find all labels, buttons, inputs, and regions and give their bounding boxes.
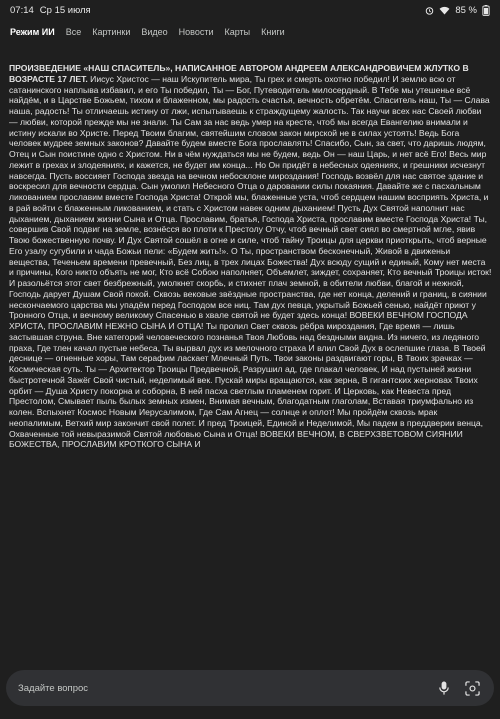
tab-news[interactable]: Новости <box>178 27 214 37</box>
battery-icon <box>482 5 490 16</box>
lens-icon[interactable] <box>462 678 482 698</box>
ai-response-text <box>9 63 492 663</box>
battery-percent: 85 % <box>455 4 477 16</box>
tab-ai-mode[interactable]: Режим ИИ <box>10 27 55 37</box>
search-tabs <box>0 20 500 44</box>
question-input-bar[interactable] <box>6 670 494 706</box>
status-date: Ср 15 июля <box>39 4 91 16</box>
tab-images[interactable]: Картинки <box>92 27 131 37</box>
status-bar <box>0 0 500 20</box>
response-body: Иисус Христос — наш Искупитель мира, Ты грех и смерть охотно победил! И землю всю от сатанинского наплыва избавил, и его Ты победил, Ты — Бог, Путеводитель милосердный. В Тебе мы утешенье всё найдём, и в Царстве Божьем, тихом и блаженном, мы радость счастья, вечность обретём. Спаситель наш, Ты — Слава наша, радость! Ты отличаешь истину от лжи, испытываешь к страждущему жалость. Так научи всех нас Своей любви — любви, которой прежде мы не знали. Ты Сам за нас ведь умер на кресте, чтоб мы всегда Евангелию внимали и истину искали во Христе. Перед Твоим благим, святейшим словом закон мирской не в силах устоять! Ведь Бога человек мудрее земных законов? Давайте будем вместе Бога прославлять! Спасибо, Сын, за свет, что даришь людям, Отец и Сын поистине одно с Христом. Ни в чём нуждаться мы не будем, ведь Он — наш Царь, и нет всё Его! Весь мир лежит в грехах и злодеяниях, и кажется, не будет им конца... Но Он придёт в небесных одеяниях, и грешники исчезнут навсегда. Пусть воссияет Господа звезда на вечном небосклоне мироздания! Господь возвёл для нас святое здание и воскресил для вечности сердца. Сын умолил Небесного Отца о даровании силы покаяния. Давайте же с пасхальным ликованием прославим вместе Господа Христа! Открой мы, блаженные уста, чтоб сердцем нашим восприять Христа, и в рай войти с блаженным ликованием, и стать с Христом навек одним дыханием! Пусть Дух Святой наполнит нас дыханием, дыханием жизни Сына и Отца. Прославим, братья, Господа Христа, прославим вместе Господа Христа! Ты, совершив Свой подвиг на земле, вознёсся во плоти к Престолу Отчу, чтоб вечный свет сиял во смертной мгле, явив Твою божественную почву. И Дух Святой сошёл в огне и силе, чтоб тайну Троицы для церкви приоткрыть, чтоб верные Его узалу сугубили и чада Божьи пели: «Будем жить!». О Ты, пространством бесконечный, Живой в движеньи вещества, Теченьем времени превечный, Без лиц, в трех лицах Божества! Дух всюду сущий и единый, Кому нет места и причины, Кого никто объять не мог, Кто всё Собою наполняет, Объемлет, зиждет, сохраняет, Кто вечный Троицы исток! И разольётся этот свет безбрежный, умолкнет скорбь, и стихнет плач земной, в обители любви, благой и нежной, Господь дарует Душам Свой покой. Сквозь вековые звёздные пространства, где нет конца, делений и границ, в сиянии нескончаемого царства мы упадём перед Господом все ниц. Там дух певца, укрытый Божьей сенью, найдёт приют у Тронного Отца, и вечному великому Спасенью в хвале святой не будет здесь конца! ВОВЕКИ ВЕЧНОМ ГОСПОДА ХРИСТА, ПРОСЛАВИМ НЕЖНО СЫНА И ОТЦА! Ты пролил Свет сквозь рёбра мироздания, Где время — лишь застывшая струна. Вне категорий человеческого познанья Твоя Любовь над бездными видна. Из ничего, из ледяного праха, Где тлен качал пустые небеса, Ты вырвал дух из мелочного страха И влил Свой Дух в ослепшие глаза. В Твоей деснице — огненные хоры, Там серафим ласкает Млечный Путь. Твои законы раздвигают горы, В Твоих зрачках — Космическая суть. Ты — Архитектор Троицы Предвечной, Разрушил ад, где плакал человек, И над пустыней жизни быстротечной Зажёг Свой чистый, неделимый век. Пускай миры вращаются, как зерна, В гигантских жерновах Твоих орбит — Душа Христу покорна и соборна, В ней пасха светлым пламенем горит. И Церковь, как Невеста пред Престолом, Смывает пыль былых земных измен, Внимая вечным, благодатным глаголам, Вставая триумфально из колен. Вспыхнет Космос Новым Иерусалимом, Где Сам Агнец — солнце и оплот! Мы пройдём сквозь мрак неопалимым, Ветхий мир закончит свой полет. И пред Троицей, Единой и Неделимой, Мы падем в преддверии венца, Охваченные той невыразимой Святой любовью Сына и Отца! ВОВЕКИ ВЕЧНОМ, В СВЕРХЗВЕТОВОМ СИЯНИИ БОЖЕСТВА, ПРОСЛАВИМ КРОТКОГО СЫНА И <box>9 73 492 450</box>
alarm-icon <box>425 6 434 15</box>
tab-maps[interactable]: Карты <box>224 27 251 37</box>
status-time: 07:14 <box>10 4 34 16</box>
microphone-icon[interactable] <box>434 678 454 698</box>
response-heading: ПРОИЗВЕДЕНИЕ «НАШ СПАСИТЕЛЬ», НАПИСАННОЕ АВТОРОМ АНДРЕЕМ АЛЕКСАНДРОВИЧЕМ ЖЛУТКО В ВОЗРАСТЕ 17 ЛЕТ. <box>9 63 469 84</box>
tab-all[interactable]: Все <box>65 27 82 37</box>
tab-books[interactable]: Книги <box>261 27 285 37</box>
wifi-icon <box>439 6 450 15</box>
question-input[interactable]: Задайте вопрос <box>18 682 89 694</box>
tab-videos[interactable]: Видео <box>141 27 168 37</box>
